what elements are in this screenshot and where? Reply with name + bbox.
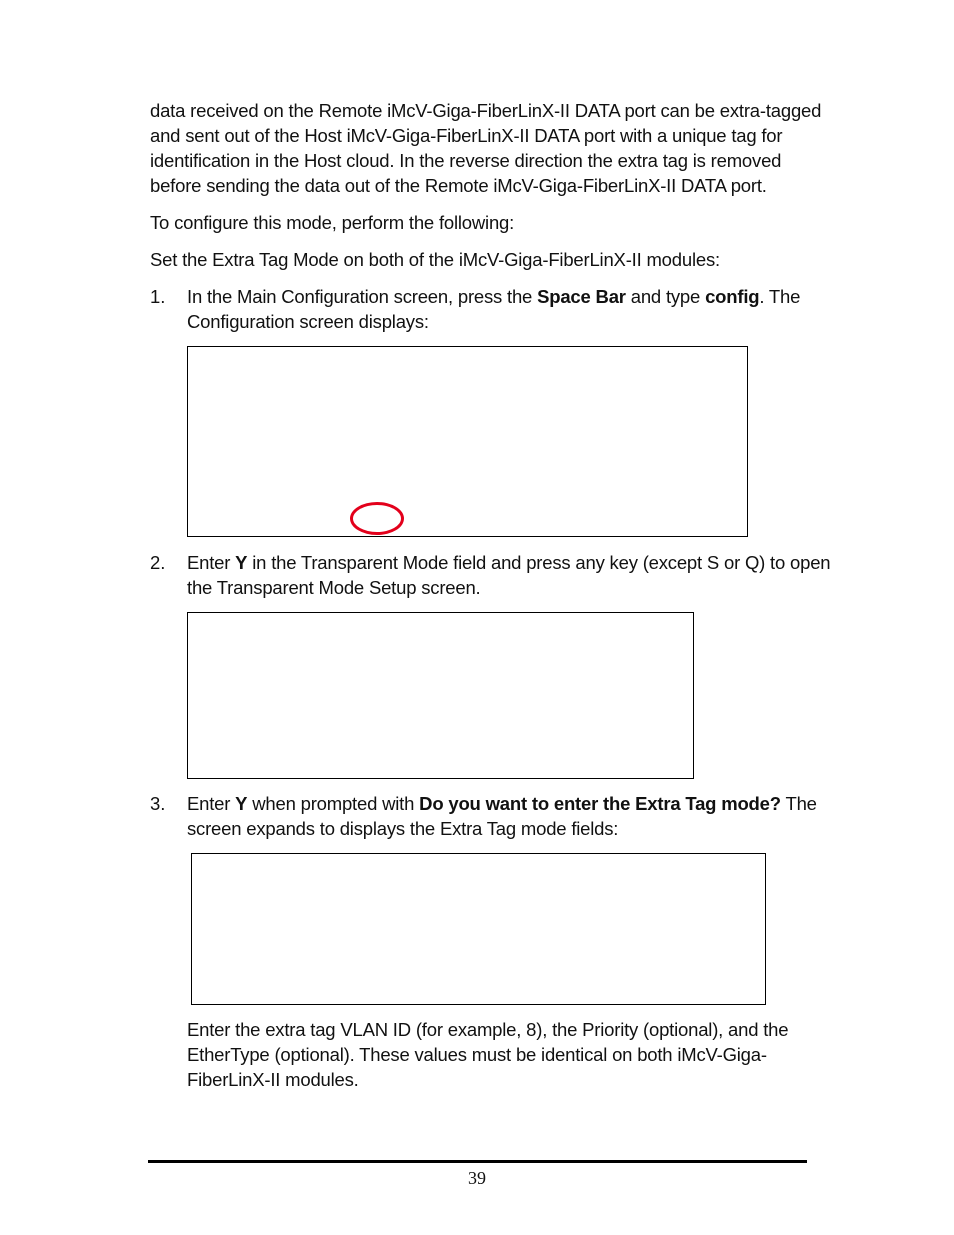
closing-line-2: EtherType (optional). These values must be identical on both iMcV-Giga- [187,1044,767,1065]
step-1-line-2: Configuration screen displays: [187,311,429,332]
step-1-text: In the Main Configuration screen, press the [187,286,538,307]
step-2-text-end: in the Transparent Mode field and press any key (except S or Q) to open [247,552,831,573]
page-number: 39 [468,1168,486,1188]
intro-line-4: before sending the data out of the Remote iMcV-Giga-FiberLinX-II DATA port. [150,175,767,196]
highlight-circle [350,502,404,535]
step-3-line-1 [187,791,817,816]
step-1-key: Space Bar [537,286,626,307]
set-instruction: Set the Extra Tag Mode on both of the iMcV-Giga-FiberLinX-II modules: [150,249,720,270]
footer-rule [148,1160,807,1163]
configure-instruction: To configure this mode, perform the following: [150,212,515,233]
step-2-number: 2. [150,552,166,573]
extra-tag-mode-figure [191,853,766,1005]
configuration-screen-figure [187,346,748,537]
closing-line-1: Enter the extra tag VLAN ID (for example, 8), the Priority (optional), and the [187,1019,789,1040]
transparent-mode-setup-figure [187,612,694,779]
intro-line-1: data received on the Remote iMcV-Giga-FiberLinX-II DATA port can be extra-tagged [150,100,822,121]
step-2-line-1 [187,550,830,575]
step-1-number: 1. [150,286,166,307]
step-2-line-2: the Transparent Mode Setup screen. [187,577,481,598]
intro-line-3: identification in the Host cloud. In the reverse direction the extra tag is removed [150,150,782,171]
closing-line-3: FiberLinX-II modules. [187,1069,359,1090]
step-3-line-2: screen expands to displays the Extra Tag mode fields: [187,818,619,839]
step-2-key: Y [235,552,248,573]
step-3-text-mid: when prompted with [247,793,420,814]
step-3-text: Enter [187,793,236,814]
step-3-number: 3. [150,793,166,814]
step-2-text: Enter [187,552,236,573]
step-1-text-end: . The [759,286,801,307]
step-1-command: config [705,286,760,307]
step-3-text-end: The [780,793,817,814]
step-1-text-mid: and type [625,286,706,307]
step-3-key: Y [235,793,248,814]
intro-line-2: and sent out of the Host iMcV-Giga-FiberLinX-II DATA port with a unique tag for [150,125,783,146]
step-3-prompt: Do you want to enter the Extra Tag mode? [419,793,781,814]
step-1-line-1 [187,284,800,309]
